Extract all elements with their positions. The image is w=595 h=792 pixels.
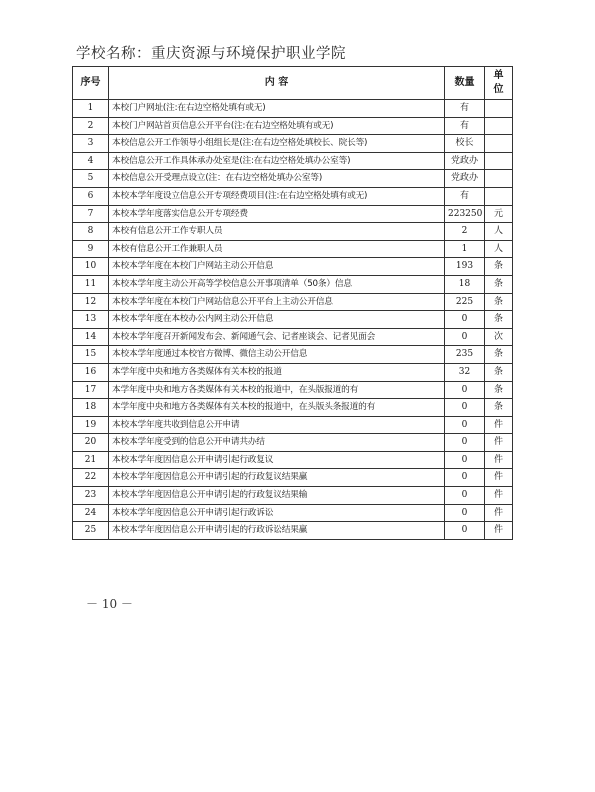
row-content: 本学年度中央和地方各类媒体有关本校的报道中，在头版头条报道的有 — [109, 399, 445, 417]
school-name-title: 学校名称：重庆资源与环境保护职业学院 — [76, 46, 346, 62]
row-quantity: 党政办 — [445, 152, 485, 170]
row-content: 本校本学年度落实信息公开专项经费 — [109, 205, 445, 223]
row-number: 14 — [73, 328, 109, 346]
row-quantity: 225 — [445, 293, 485, 311]
row-number: 15 — [73, 346, 109, 364]
row-unit: 条 — [485, 399, 513, 417]
row-unit: 件 — [485, 416, 513, 434]
table-row — [73, 328, 513, 346]
row-number: 7 — [73, 205, 109, 223]
row-quantity: 0 — [445, 399, 485, 417]
row-content: 本学年度中央和地方各类媒体有关本校的报道 — [109, 363, 445, 381]
row-quantity: 1 — [445, 240, 485, 258]
row-number: 22 — [73, 469, 109, 487]
table-body — [73, 100, 513, 540]
row-number: 6 — [73, 187, 109, 205]
row-unit: 条 — [485, 363, 513, 381]
table-row — [73, 381, 513, 399]
row-content: 本校本学年度因信息公开申请引起行政诉讼 — [109, 504, 445, 522]
disclosure-table — [72, 66, 513, 540]
row-quantity: 223250 — [445, 205, 485, 223]
row-content: 本校本学年度在本校门户网站信息公开平台上主动公开信息 — [109, 293, 445, 311]
row-content: 本校信息公开工作领导小组组长是(注:在右边空格处填校长、院长等) — [109, 135, 445, 153]
row-quantity: 校长 — [445, 135, 485, 153]
header-unit: 单 位 — [485, 67, 513, 100]
table-row — [73, 240, 513, 258]
row-content: 本校本学年度在本校办公内网主动公开信息 — [109, 311, 445, 329]
row-unit: 件 — [485, 434, 513, 452]
row-quantity: 0 — [445, 451, 485, 469]
table-row — [73, 135, 513, 153]
row-number: 2 — [73, 117, 109, 135]
page-number: － 10 － — [86, 597, 133, 611]
row-unit: 条 — [485, 311, 513, 329]
row-number: 17 — [73, 381, 109, 399]
table-row — [73, 170, 513, 188]
row-content: 本校门户网站首页信息公开平台(注:在右边空格处填有或无) — [109, 117, 445, 135]
row-unit: 件 — [485, 504, 513, 522]
row-quantity: 18 — [445, 275, 485, 293]
row-number: 13 — [73, 311, 109, 329]
row-quantity: 0 — [445, 469, 485, 487]
table-row — [73, 504, 513, 522]
row-unit: 人 — [485, 240, 513, 258]
table-row — [73, 117, 513, 135]
row-content: 本校本学年度在本校门户网站主动公开信息 — [109, 258, 445, 276]
row-unit: 件 — [485, 522, 513, 540]
row-number: 4 — [73, 152, 109, 170]
table-row — [73, 451, 513, 469]
row-quantity: 235 — [445, 346, 485, 364]
table-header-row — [73, 67, 513, 100]
row-quantity: 有 — [445, 117, 485, 135]
row-quantity: 193 — [445, 258, 485, 276]
row-unit — [485, 187, 513, 205]
row-quantity: 0 — [445, 522, 485, 540]
row-content: 本校本学年度因信息公开申请引起的行政复议结果赢 — [109, 469, 445, 487]
row-number: 19 — [73, 416, 109, 434]
row-unit: 件 — [485, 469, 513, 487]
row-number: 16 — [73, 363, 109, 381]
row-unit: 条 — [485, 346, 513, 364]
row-number: 3 — [73, 135, 109, 153]
row-number: 20 — [73, 434, 109, 452]
row-content: 本校本学年度因信息公开申请引起的行政复议结果输 — [109, 487, 445, 505]
table-row — [73, 416, 513, 434]
table-row — [73, 469, 513, 487]
row-content: 本校有信息公开工作兼职人员 — [109, 240, 445, 258]
row-number: 9 — [73, 240, 109, 258]
row-unit: 件 — [485, 451, 513, 469]
row-content: 本校信息公开受理点设立(注：在右边空格处填办公室等) — [109, 170, 445, 188]
row-number: 8 — [73, 223, 109, 241]
row-content: 本校本学年度设立信息公开专项经费项目(注:在右边空格处填有或无) — [109, 187, 445, 205]
row-quantity: 0 — [445, 416, 485, 434]
row-quantity: 0 — [445, 504, 485, 522]
row-unit: 条 — [485, 293, 513, 311]
row-content: 本学年度中央和地方各类媒体有关本校的报道中，在头版报道的有 — [109, 381, 445, 399]
table-row — [73, 346, 513, 364]
table-row — [73, 293, 513, 311]
row-number: 23 — [73, 487, 109, 505]
table-row — [73, 223, 513, 241]
row-number: 24 — [73, 504, 109, 522]
row-unit: 元 — [485, 205, 513, 223]
table-row — [73, 487, 513, 505]
table-row — [73, 187, 513, 205]
row-number: 11 — [73, 275, 109, 293]
row-quantity: 党政办 — [445, 170, 485, 188]
row-quantity: 0 — [445, 311, 485, 329]
table-row — [73, 152, 513, 170]
row-quantity: 0 — [445, 328, 485, 346]
row-content: 本校本学年度主动公开高等学校信息公开事项清单（50条）信息 — [109, 275, 445, 293]
header-qty: 数量 — [445, 67, 485, 100]
table-row — [73, 205, 513, 223]
row-number: 21 — [73, 451, 109, 469]
table-row — [73, 363, 513, 381]
row-quantity: 有 — [445, 187, 485, 205]
row-number: 1 — [73, 100, 109, 118]
table-row — [73, 275, 513, 293]
row-quantity: 有 — [445, 100, 485, 118]
row-content: 本校本学年度召开新闻发布会、新闻通气会、记者座谈会、记者见面会 — [109, 328, 445, 346]
table-row — [73, 100, 513, 118]
table-row — [73, 522, 513, 540]
row-unit: 条 — [485, 381, 513, 399]
row-number: 12 — [73, 293, 109, 311]
row-content: 本校本学年度因信息公开申请引起行政复议 — [109, 451, 445, 469]
row-content: 本校本学年度通过本校官方微博、微信主动公开信息 — [109, 346, 445, 364]
row-quantity: 2 — [445, 223, 485, 241]
row-unit: 条 — [485, 275, 513, 293]
row-unit — [485, 135, 513, 153]
row-number: 5 — [73, 170, 109, 188]
row-unit — [485, 100, 513, 118]
row-number: 18 — [73, 399, 109, 417]
row-quantity: 0 — [445, 381, 485, 399]
table-row — [73, 258, 513, 276]
row-content: 本校门户网址(注:在右边空格处填有或无) — [109, 100, 445, 118]
row-quantity: 0 — [445, 487, 485, 505]
table-row — [73, 399, 513, 417]
row-unit — [485, 170, 513, 188]
row-number: 25 — [73, 522, 109, 540]
header-no: 序号 — [73, 67, 109, 100]
row-content: 本校本学年度受到的信息公开申请共办结 — [109, 434, 445, 452]
row-unit: 次 — [485, 328, 513, 346]
table-row — [73, 311, 513, 329]
row-unit: 条 — [485, 258, 513, 276]
row-number: 10 — [73, 258, 109, 276]
row-content: 本校有信息公开工作专职人员 — [109, 223, 445, 241]
row-quantity: 32 — [445, 363, 485, 381]
row-unit: 件 — [485, 487, 513, 505]
row-quantity: 0 — [445, 434, 485, 452]
row-content: 本校信息公开工作具体承办处室是(注:在右边空格处填办公室等) — [109, 152, 445, 170]
row-content: 本校本学年度共收到信息公开申请 — [109, 416, 445, 434]
table-row — [73, 434, 513, 452]
row-unit — [485, 117, 513, 135]
header-content: 内 容 — [109, 67, 445, 100]
row-unit: 人 — [485, 223, 513, 241]
row-unit — [485, 152, 513, 170]
row-content: 本校本学年度因信息公开申请引起的行政诉讼结果赢 — [109, 522, 445, 540]
